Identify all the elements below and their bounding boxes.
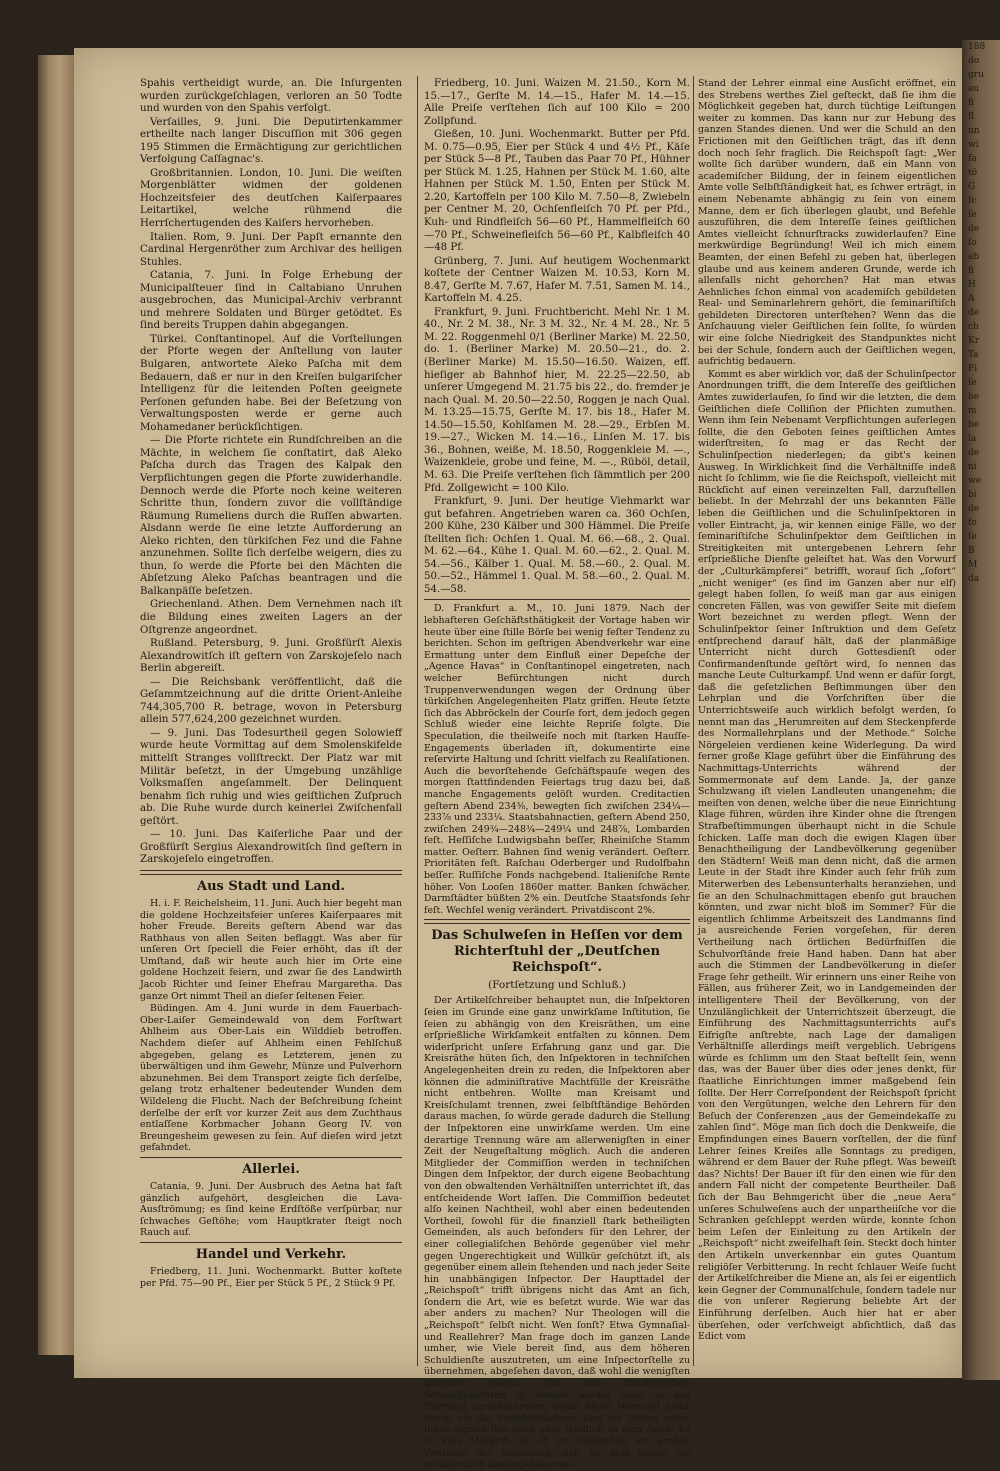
adjacent-page-fragment: fl: [968, 112, 975, 122]
column-1: [140, 78, 402, 1368]
article-paragraph: Italien. Rom, 9. Juni. Der Papſt ernannte den Cardinal Hergenröther zum Archivar des heiligen Stuhles.: [140, 231, 402, 268]
stock-report: D. Frankfurt a. M., 10. Juni 1879. Nach der lebhafteren Geſchäftsthätigkeit der Vortage haben wir heute über eine ſtille Börſe bei wenig feſter Tendenz zu berichten. Schon im geſtrigen Abendverkehr war eine Ermattung unter dem Einfluß einer Depeſche der „Agence Havas“ in Conſtantinopel eingetreten, nach welcher Befürchtungen nicht durch Truppenverwendungen wegen der Ordnung über türkiſchen Angelegenheiten Platz griffen. Heute ſetzte ſich das Abbröckeln der Courſe fort, dem jedoch gegen Schluß wieder eine leichte Repriſe folgte. Die Speculation, die theilweiſe noch mit ſtarken Hauſſe-Engagements überladen iſt, dokumentirte eine reſervirte Haltung und ſchritt vielfach zu Realiſationen. Auch die bevorſtehende Geſchäftspauſe wegen des morgen ſtattfindenden Feiertags trug dazu bei, daß manche Engagements gelöſt wurden. Creditactien geſtern Abend 234⅜, bewegten ſich zwiſchen 234¼—233⅞ und 233¼. Staatsbahnactien, geſtern Abend 250, zwiſchen 249¾—248¾—249¼ und 248⅞, Lombarden feſt. Heſſiſche Ludwigsbahn beſſer, Rheiniſche Stamm matter. Oeſterr. Bahnen ſind wenig verändert. Oeſterr. Prioritäten feſt. Raſchau Oderberger und Rudolfbahn beſſer. Ruſſiſche Fonds nachgebend. Italieniſche Rente höher. Von Looſen 1860er matter. Banken ſchwächer. Darmſtädter büßten 2% ein. Deutſche Staatsfonds ſehr feſt. Wechſel wenig verändert. Privatdiscont 2%.: [424, 603, 690, 916]
adjacent-page-fragment: la: [968, 434, 977, 444]
adjacent-page-fragment: ab: [968, 252, 980, 262]
adjacent-page-fragment: fi: [968, 98, 975, 108]
section-heading-handel: Handel und Verkehr.: [195, 1246, 347, 1262]
market-report: Grünberg, 7. Juni. Auf heutigem Wochenmarkt koſtete der Centner Waizen M. 10.53, Korn M. 8.47, Gerſte M. 7.67, Hafer M. 7.51, Samen M. 14., Kartoffeln M. 4.25.: [424, 255, 690, 305]
article-paragraph: — 10. Juni. Das Kaiſerliche Paar und der Großfürſt Sergius Alexandrowitſch ſind geſtern in Zarskojeſelo eingetroffen.: [140, 829, 402, 866]
adjacent-page-fragment: fi: [968, 266, 975, 276]
adjacent-page-fragment: gru: [968, 70, 984, 80]
article-paragraph: Stand der Lehrer einmal eine Ausſicht eröffnet, ein des Strebens werthes Ziel geſteckt, daß ſie ihm die Möglichkeit gegeben hat, durch tüchtige Leiſtungen weiter zu kommen. Das kann nur zur Hebung des ganzen Standes dienen. Und wer die Schuld an den Frictionen mit den Geiſtlichen trägt, das iſt denn doch noch ſehr fraglich. Die Reichspoſt ſagt: „Wer wollte ſich darüber wundern, daß ein Mann von academiſcher Bildung, der in ſeinem eigentlichen Amte volle Selbſtſtändigkeit hat, es ſchwer erträgt, in einem Nebenamte abhängig zu ſein von einem Manne, dem er ſich überlegen glaubt, und Befehle auszuführen, die dem Intereſſe ſeines geiſtlichen Amtes vielleicht ſchnurſtracks zuwiderlaufen? Eine merkwürdige Begründung! Weil ich mich einem Beamten, der einen Befehl zu geben hat, überlegen glaube und aus keinem anderen Grunde, werde ich allenfalls nicht gehorchen? Hat man etwas Aehnliches ſchon einmal von academiſch gebildeten Real- und Seminarlehrern gehört, die ſeminariſtiſch gebildeten Directoren unterſtehen? Wenn das die Anſchauung vieler Geiſtlichen ſein ſollte, ſo würden wir eine ſolche Niedrigkeit des Standpunktes nicht bei der Schule, ſondern auch der Geiſtlichen wegen, aufrichtig bedauern.: [698, 78, 956, 368]
article-paragraph: Verſailles, 9. Juni. Die Deputirtenkammer ertheilte nach langer Discuſſion mit 306 gegen 195 Stimmen die Ermächtigung zur gerichtlichen Verfolgung Caſſagnac's.: [140, 116, 402, 166]
column-rule-2: [693, 76, 694, 1366]
section-rule: [140, 1157, 402, 1158]
adjacent-page-fragment: da: [968, 574, 980, 584]
adjacent-page-fragment: de: [968, 504, 980, 514]
section-heading-schulwesen: Das Schulweſen in Heſſen vor dem Richterſtuhl der „Deutſchen Reichspoſt“.: [431, 928, 683, 976]
adjacent-page-fragment: A: [968, 294, 975, 304]
article-paragraph: Catania, 7. Juni. In Folge Erhebung der Municipalſteuer ſind in Caltabiano Unruhen ausgebrochen, das Municipal-Archiv verbrannt und mehrere Soldaten und Bürger getödtet. Es ſind bereits Truppen dahin abgegangen.: [140, 270, 402, 332]
article-paragraph: Spahis vertheidigt wurde, an. Die Inſurgenten wurden zurückgeſchlagen, verloren an 50 Todte und wurden von den Spahis verfolgt.: [140, 78, 402, 115]
article-paragraph: — 9. Juni. Das Todesurtheil gegen Solowieff wurde heute Vormittag auf dem Smolenskifelde mittelſt Stranges vollſtreckt. Der Platz war mit Militär beſetzt, in der Umgebung unzählige Volksmaſſen angeſammelt. Der Delinquent benahm ſich ruhig und wies geiſtlichen Zuſpruch ab. Die Ruhe wurde durch keinerlei Zwiſchenfall geſtört.: [140, 727, 402, 827]
article-paragraph: Kommt es aber wirklich vor, daß der Schulinſpector Anordnungen trifft, die dem Intereſſe des geiſtlichen Amtes zuwiderlaufen, ſo ſind wir die letzten, die dem Geiſtlichen dieſe Colliſion der Pflichten zumuthen. Wenn ihm ſein Nebenamt Verpflichtungen auferlegen ſollte, die den Geboten ſeines geiſtlichen Amtes widerſtreiten, ſo mag er das Recht der Schulinſpection niederlegen; da gibt's keinen Ausweg. In Wirklichkeit ſind die Verhältniſſe indeß nicht ſo ſchlimm, wie ſie die Reichspoſt, vielleicht mit Rückſicht auf einen vereinzelten Fall, darzuſtellen beliebt. In der Mehrzahl der uns bekannten Fälle leben die Geiſtlichen und die Schulinſpektoren in voller Eintracht, ja, wir kennen einige Fälle, wo der ſeminariſtiſche Schulinſpektor dem Geiſtlichen in Streitigkeiten mit untergebenen Lehrern ſehr erſprießliche Dienſte geleiſtet hat. Was den Vorwurf der „Culturkämpferei“ betrifft, worauf ſich „ſofort“ „nicht weniger“ (es ſind im Ganzen aber nur elf) gelegt haben ſollen, ſo weiß man gar aus einigen concreten Fällen, was von gewiſſer Seite mit dieſem Wort bezeichnet zu werden pflegt. Wenn der Schulinſpektor ſeiner Inſtruktion und dem Geſetz entſprechend darauf hält, daß der planmäßige Unterricht nicht durch Gottesdienſt oder Confirmandenſtunde geſtört wird, ſo nennen das manche Leute Culturkampf. Und wenn er dafür ſorgt, daß die geſetzlichen Beſtimmungen über den Lehrplan und die Vorſchriften über die Unterrichtsweiſe auch wirklich befolgt werden, ſo nennt man das „Herumreiten auf dem Steckenpferde des Normallehrplans und der Methode.“ Solche Nörgeleien verdienen keine Widerlegung. Da wird ferner große Klage geführt über die Einführung des Nachmittags-Unterrichts während der Sommermonate auf dem Lande. Ja, der ganze Schulzwang iſt vielen Landleuten unangenehm; die meiſten von denen, welche über die neue Einrichtung Klage führen, würden ihre Kinder ohne die ſtrengen Strafbeſtimmungen überhaupt nicht in die Schule ſchicken. Laſſe man doch die ewigen Klagen über Benachtheiligung der Landbevölkerung gegenüber den Städtern! Weiß man denn nicht, daß die armen Leute in der Stadt ihre Kinder auch ſehr früh zum Miterwerben des Lebensunterhalts heranziehen, und ſie an den Schulnachmittagen ebenſo gut brauchen könnten, und zwar nicht bloß im Sommer? Für die eigentlich ſchlimme Arbeitszeit des Landmanns ſind ja ausreichende Ferien vorgeſehen, für deren Vertheilung nach örtlichen Bedürfniſſen die Schulvorſtände freie Hand haben. Dann hat aber auch die Stimmen der Landbevölkerung in dieſer Frage ſehr getheilt. Wir erinnern uns einer Reihe von Fällen, aus früherer Zeit, wo in Landgemeinden der intelligentere Theil der Bevölkerung, von der Unzulänglichkeit der Unterrichtszeit überzeugt, die Einführung des Nachmittagsunterrichts auf's Eifrigſte anſtrebte, nach Lage der damaligen Verhältniſſe allerdings meiſt vergeblich. Uebrigens würde es ſchlimm um den Staat beſtellt ſein, wenn das, was der Bauer über dies oder jenes denkt, für ſtaatliche Einrichtungen immer maßgebend ſein ſollte. Der Herr Correſpondent der Reichspoſt ſpricht von den Vergütungen, welche den Lehrern für den Beſuch der Conferenzen „aus der Gemeindekaſſe zu zahlen ſind“. Möge man ſich doch die Denkweiſe, die Empfindungen eines Bauern vorſtellen, der die fünf Lehrer ſeines Kreiſes alle Sonntags zu predigen, während er dem Bauer der Ruhe pflegt. Was beweiſt das? Nichts! Der Bauer iſt für den einen wie für den andern Fall nicht der competente Beurtheiler. Daß ſich der Bau Behmgericht über die „neue Aera“ unſeres Schulweſens auch der unpartheiiſche vor die Schranken geſchleppt werden würde, konnte ſchon beim Leſen der Einleitung zu den Artikeln der „Reichspoſt“ nicht zweifelhaft ſein. Steckt doch hinter den Artikeln unverkennbar ein gutes Quantum religiöſer Verbitterung. In recht ſchlauer Weiſe ſucht der Artikelſchreiber die Miene an, als ſei er eigentlich kein Gegner der Communalſchule, ſondern tadele nur die von unſerer Regierung beliebte Art der Einführung derſelben. Auch hier hat er aber überſehen, oder verſchweigt abſichtlich, daß das Edict vom: [698, 368, 956, 1343]
adjacent-page-fragment: bi: [968, 490, 977, 500]
article-paragraph: Friedberg, 11. Juni. Wochenmarkt. Butter koſtete per Pfd. 75—90 Pf., Eier per Stück 5 Pf., 2 Stück 9 Pf.: [140, 1265, 402, 1289]
column-2: [424, 78, 690, 1471]
section-subheading: (Fortſetzung und Schluß.): [488, 979, 626, 992]
adjacent-page-fragment: un: [968, 126, 980, 136]
section-rule: [424, 599, 690, 600]
column-3: [698, 78, 956, 1368]
page-block-edge: [38, 55, 74, 1355]
adjacent-page-fragment: do: [968, 56, 980, 66]
market-report: Friedberg, 10. Juni. Waizen M. 21.50., Korn M. 15.—17., Gerſte M. 14.—15., Hafer M. 14.—15. Alle Preiſe verſtehen ſich auf 100 Kilo = 200 Zollpfund.: [424, 78, 690, 127]
article-paragraph: Griechenland. Athen. Dem Vernehmen nach iſt die Bildung eines zweiten Lagers an der Oſtgrenze angeordnet.: [140, 599, 402, 636]
adjacent-page-fragment: B: [968, 546, 975, 556]
adjacent-page-fragment: de: [968, 308, 980, 318]
section-rule: [424, 919, 690, 924]
adjacent-page-fragment: Fi: [968, 364, 978, 374]
column-rule-1: [417, 76, 418, 1366]
adjacent-page-fragment: ni: [968, 462, 977, 472]
adjacent-page-fragment: H: [968, 280, 976, 290]
article-paragraph: Türkei. Conſtantinopel. Auf die Vorſtellungen der Pforte wegen der Anſtellung von lauter Bulgaren, antwortete Aleko Paſcha mit dem Bedauern, daß er nur in den Kreiſen bulgariſcher Intelligenz für die leitenden Poſten geeignete Perſonen gefunden habe. Bei der Beſetzung von Verwaltungsposten werde er gerne auch Mohamedaner berückſichtigen.: [140, 333, 402, 433]
adjacent-page-fragment: m: [968, 406, 977, 416]
adjacent-page-fragment: G: [968, 182, 976, 192]
section-rule: [140, 1242, 402, 1243]
section-heading-stadt: Aus Stadt und Land.: [197, 878, 345, 894]
adjacent-page-fragment: fa: [968, 154, 977, 164]
adjacent-page-fragment: ſe: [968, 378, 977, 388]
article-paragraph: H. i. F. Reichelsheim, 11. Juni. Auch hier begeht man die goldene Hochzeitsfeier unſeres Kaiſerpaares mit hoher Freude. Bereits geſtern Abend war das Rathhaus von allen Seiten beflaggt. Was aber für unſeren Ort ſpeciell die Feier erhöht, das iſt der Umſtand, daß wir heute auch hier im Orte eine goldene Hochzeit feiern, und zwar ſie des Landwirth Jacob Richter und ſeiner Ehefrau Margaretha. Das ganze Ort nimmt Theil an dieſer ſeltenen Feier.: [140, 897, 402, 1002]
article-paragraph: Rußland. Petersburg, 9. Juni. Großfürſt Alexis Alexandrowitſch iſt geſtern von Zarskojeſelo nach Berlin abgereiſt.: [140, 638, 402, 675]
adjacent-page-fragment: ſe: [968, 532, 977, 542]
adjacent-page-fragment: be: [968, 392, 980, 402]
market-report: Frankfurt, 9. Juni. Der heutige Viehmarkt war gut befahren. Angetrieben waren ca. 360 Ochſen, 200 Kühe, 230 Kälber und 300 Hämmel. Die Preiſe ſtellten ſich: Ochſen 1. Qual. M. 66.—68., 2. Qual. M. 62.—64., Kühe 1. Qual. M. 60.—62., 2. Qual. M. 54.—56., Kälber 1. Qual. M. 58.—60., 2. Qual. M. 50.—52., Hämmel 1. Qual. M. 58.—60., 2. Qual. M. 54.—58.: [424, 496, 690, 595]
section-heading-allerlei: Allerlei.: [242, 1161, 300, 1177]
newspaper-page: [74, 48, 962, 1471]
adjacent-page-fragment: ch: [968, 322, 979, 332]
adjacent-page-edge: [962, 40, 1000, 1380]
adjacent-page-fragment: fc: [968, 196, 977, 206]
adjacent-page-fragment: wi: [968, 140, 979, 150]
adjacent-page-fragment: be: [968, 420, 980, 430]
adjacent-page-fragment: de: [968, 224, 980, 234]
adjacent-page-fragment: de: [968, 448, 980, 458]
article-paragraph: — Die Pforte richtete ein Rundſchreiben an die Mächte, in welchem ſie conſtatirt, daß Aleko Paſcha durch das Tragen des Kalpak den Verpflichtungen gegen die Pforte zuwiderhandle. Dennoch werde die Pforte noch keine weiteren Schritte thun, ſondern zuvor die vollſtändige Räumung Rumeliens durch die Ruſſen abwarten. Alsdann werde ſie eine letzte Aufforderung an Aleko richten, den türkiſchen Fez und die Fahne anzunehmen. Sollte ſich derſelbe weigern, dies zu thun, ſo werde die Pforte bei den Mächten die Abſetzung Aleko Paſchas beantragen und die Balkanpäſſe beſetzen.: [140, 435, 402, 597]
article-paragraph: Büdingen. Am 4. Juni wurde in dem Fauerbach-Ober-Laiſer Gemeindewald von dem Forſtwart Ahlheim aus Ober-Lais ein Wilddieb betroffen. Nachdem dieſer auf Ahlheim einen Fehlſchuß abgegeben, gelang es Letzterem, jenen zu überwältigen und ihm Gewehr, Münze und Pulverhorn abzunehmen. Bei dem Transport zeigte ſich derſelbe, gelang trotz erhaltener bedeutender Wunden dem Wildeleng die Flucht. Nach der Beſchreibung ſcheint derſelbe der erſt vor kurzer Zeit aus dem Zuchthaus entlaſſene Korbmacher Johann Georg IV. von Breungesheim gewesen zu ſein. Auf dieſen wird jetzt gefahndet.: [140, 1003, 402, 1154]
adjacent-page-fragment: tö: [968, 168, 978, 178]
adjacent-page-fragment: we: [968, 476, 982, 486]
article-paragraph: Großbritannien. London, 10. Juni. Die weiſten Morgenblätter widmen der goldenen Hochzeitsfeier des deutſchen Kaiſerpaares Leitartikel, welche rühmend die Herrſchertugenden des Kaiſers hervorheben.: [140, 167, 402, 230]
article-paragraph: Catania, 9. Juni. Der Ausbruch des Aetna hat faſt gänzlich aufgehört, desgleichen die Lava-Ausſtrömung; es ſind keine Erdſtöße verſpürbar, nur ſchwaches Geſtöhe; vom Hauptkrater ſteigt noch Rauch auf.: [140, 1180, 402, 1239]
adjacent-page-fragment: M: [968, 560, 978, 570]
adjacent-page-fragment: Ta: [968, 350, 979, 360]
adjacent-page-fragment: au: [968, 84, 980, 94]
adjacent-page-fragment: fo: [968, 518, 977, 528]
article-paragraph: Der Artikelſchreiber behauptet nun, die Inſpektoren ſeien im Grunde eine ganz unwirkſame Inſtitution, ſie ſeien zu abhängig von den Kreisräthen, um eine erſprießliche Wirkſamkeit entfalten zu können. Dem widerſpricht unſere Erfahrung ganz und gar. Die Kreisräthe hüten ſich, den Inſpektoren in techniſchen Angelegenheiten drein zu reden, die Inſpektoren aber können die adminiſtrative Machtfülle der Kreisräthe nicht entbehren. Wollte man Kreisamt und Kreisſchulamt trennen, zwei ſelbſtſtändige Behörden daraus machen, ſo würde gerade dadurch die Stellung der Inſpektoren eine unwirkſame werden. Um eine derartige Trennung wäre am allerwenigſten in einer Zeit der Neugeſtaltung möglich. Auch die anderen Mitglieder der Commiſſion werden in techniſchen Dingen dem Inſpektor, der durch eigene Beobachtung von den obwaltenden Verhältniſſen unterrichtet iſt, das entſcheidende Wort laſſen. Die Commiſſion bedeutet alſo keinen Nachtheil, wohl aber einen bedeutenden Vortheil, ſowohl für die finanziell ſtark betheiligten Gemeinden, als auch beſonders für den Lehrer, der einer collegialiſchen Behörde gegenüber viel mehr gegen Ungerechtigkeit und Willkür geſchützt iſt, als gegenüber einem allein ſtehenden und nach jeder Seite hin unabhängigen Inſpector. Der Haupttadel der „Reichspoſt“ trifft übrigens nicht das Amt an ſich, ſondern die Art, wie es beſetzt wurde. Wie war das aber anders zu machen? Nur Theologen will die „Reichspoſt“ ſelbſt nicht. Wen ſonſt? Etwa Gymnaſial- und Reallehrer? Man frage doch im ganzen Lande umher, wie Viele bereit ſind, aus dem höheren Schuldienſte auszutreten, um eine Inſpectorſtelle zu übernehmen, abgeſehen davon, daß wohl die wenigſten geeignet wären. Von den theologiſchen Schulinſpektoren iſt bereits wieder einer in das Pfarramt zurückgetreten. Somit bleibt Niemand mehr übrig, als die Volksſchullehrer. Und die Beſten unter ihnen eignen ſich auch ganz trefflich zu dem Amte. Es iſt kein Mißgriff, es iſt im Gegentheil ein großes Verdienſt der Regierung, daß ſie dem bisher oft geſliſſentlich niedergehaltenen: [424, 995, 690, 1471]
article-paragraph: — Die Reichsbank veröffentlicht, daß die Geſammtzeichnung auf die dritte Orient-Anleihe 744,305,700 R. betrage, wovon in Petersburg allein 577,624,200 gezeichnet wurden.: [140, 676, 402, 726]
adjacent-page-fragment: ſo: [968, 238, 977, 248]
adjacent-page-fragment: ſe: [968, 210, 977, 220]
adjacent-page-fragment: 188: [968, 42, 986, 52]
section-rule: [140, 870, 402, 875]
adjacent-page-fragment: Kr: [968, 336, 980, 346]
market-report: Frankfurt, 9. Juni. Fruchtbericht. Mehl Nr. 1 M. 40., Nr. 2 M. 38., Nr. 3 M. 32., Nr. 4 M. 28., Nr. 5 M. 22. Roggenmehl 0/1 (Berliner Marke) M. 22.50, do. 1. (Berliner Marke) M. 20.50—21., do. 2. (Berliner Marke) M. 15.50—16.50. Waizen, eff. hieſiger ab Bahnhof hier, M. 22.25—22.50, ab unſerer Umgegend M. 21.75 bis 22., do. fremder je nach Qual. M. 20.50—22.50, Roggen je nach Qual. M. 13.25—15.75, Gerſte M. 17. bis 18., Hafer M. 14.50—15.50, Kohlſamen M. 28.—29., Erbſen M. 19.—27., Wicken M. 14.—16., Linſen M. 17. bis 36., Bohnen, weiße, M. 18.50, Roggenkleie M. —., Waizenkleie, grobe und feine, M. —., Rüböl, detail, M. 63. Die Preiſe verſtehen ſich ſämmtlich per 200 Pfd. Zollgewicht = 100 Kilo.: [424, 306, 690, 494]
market-report: Gießen, 10. Juni. Wochenmarkt. Butter per Pfd. M. 0.75—0.95, Eier per Stück 4 und 4½ Pf., Käſe per Stück 5—8 Pf., Tauben das Paar 70 Pf., Hühner per Stück M. 1.25, Hahnen per Stück M. 1.60, alte Hahnen per Stück M. 1.50, Enten per Stück M. 2.20, Kartoffeln per 100 Kilo M. 7.50—8, Zwiebeln per Centner M. 20, Ochſenfleiſch 70 Pf. per Pfd., Kuh- und Rindfleiſch 56—60 Pf., Hammelfleiſch 60—70 Pf., Schweinefleiſch 56—60 Pf., Kalbfleiſch 40—48 Pf.: [424, 129, 690, 254]
